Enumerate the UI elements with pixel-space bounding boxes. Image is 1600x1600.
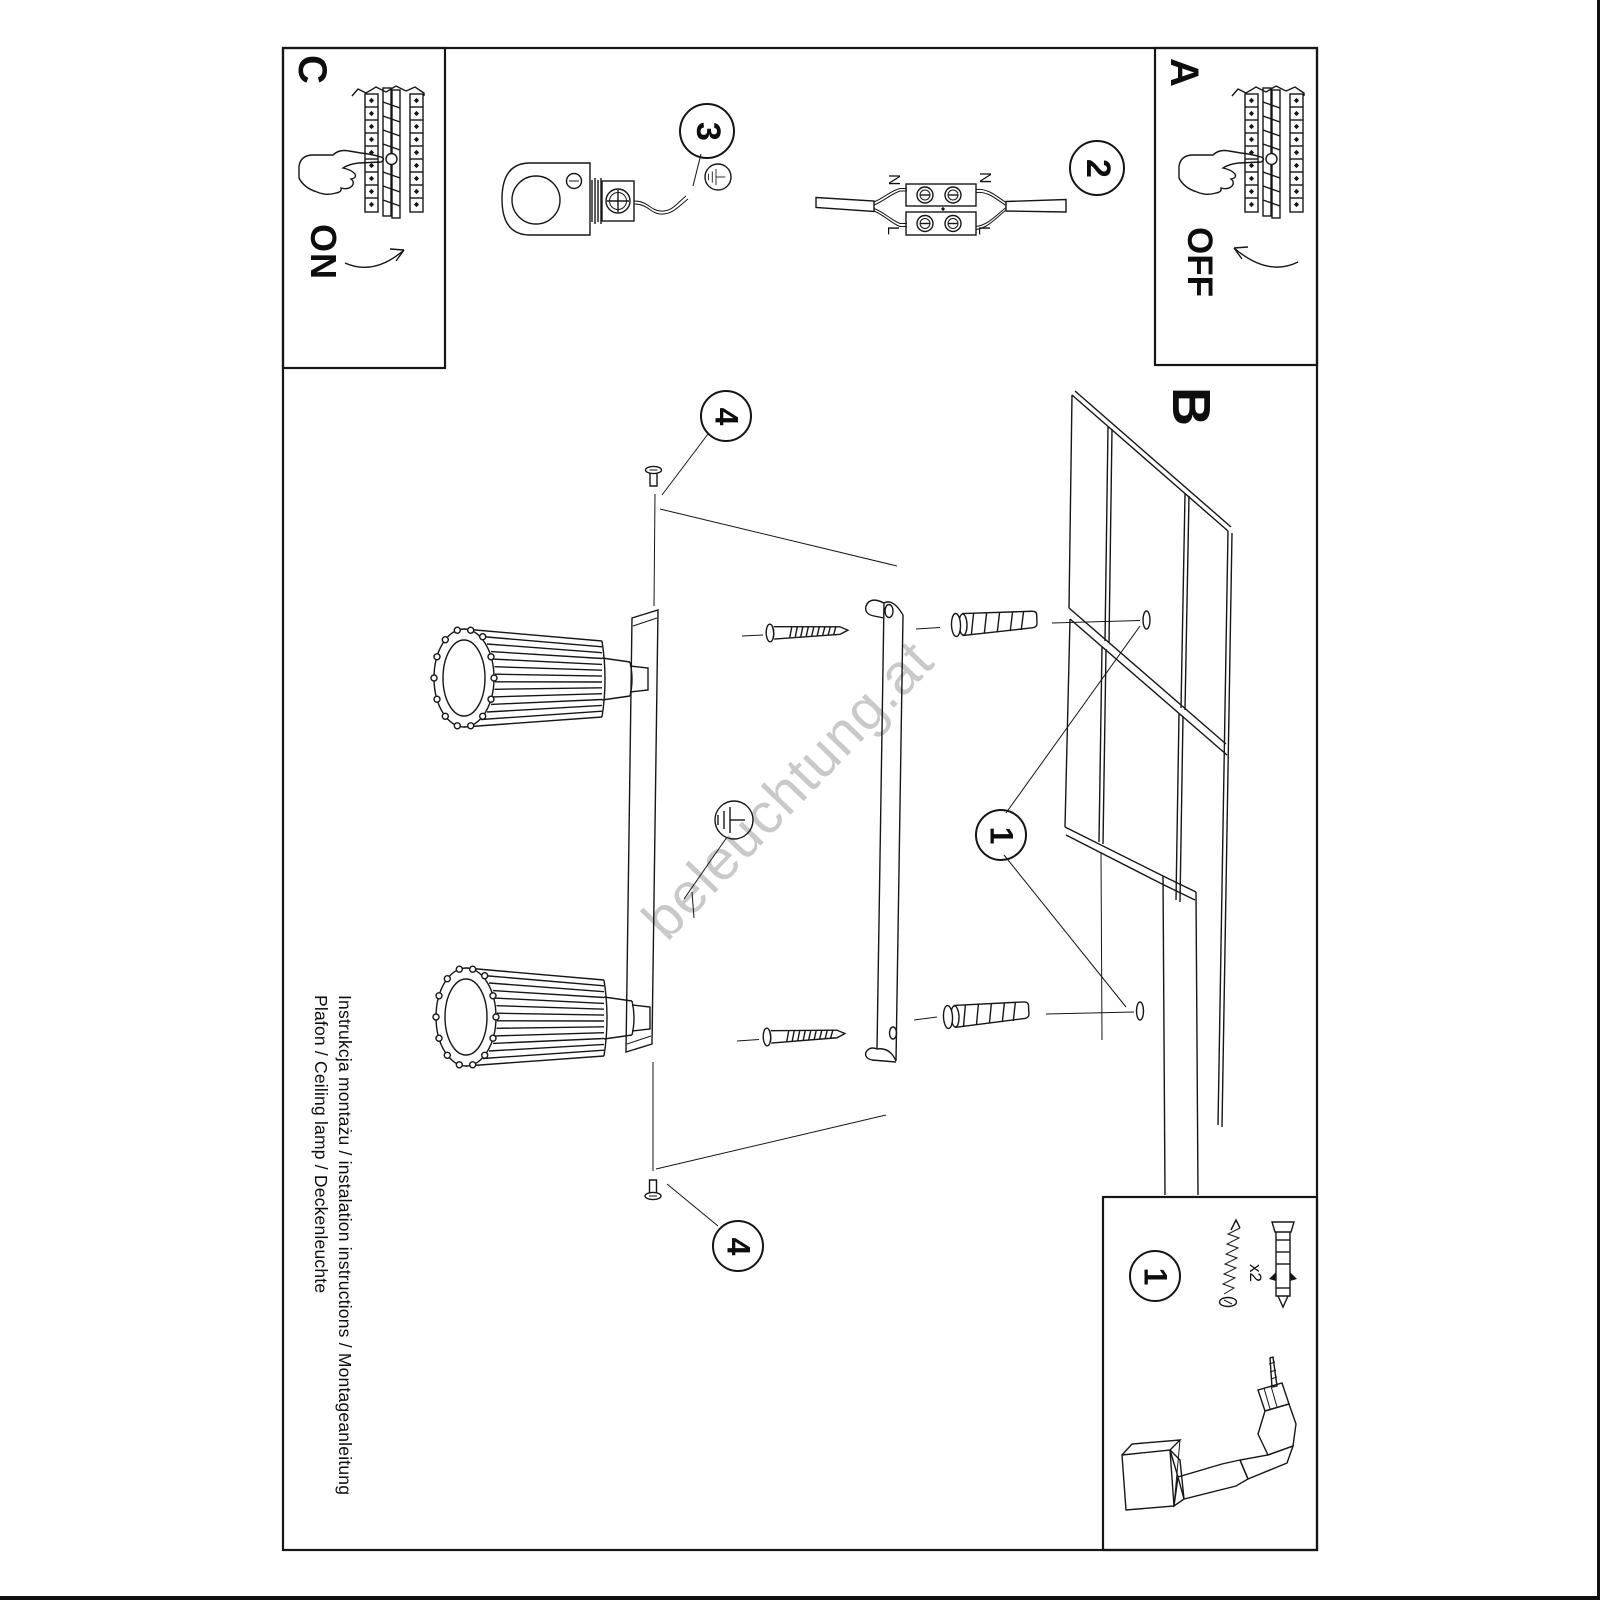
on-label: ON [303, 224, 344, 280]
watermark: beleuchtung.at [630, 628, 946, 952]
lamp-base-illustration [431, 610, 753, 1068]
section-a-frame [1155, 48, 1317, 365]
connector-label-n-right: N [976, 172, 993, 184]
page-frame [283, 48, 1317, 1550]
mounting-bracket-illustration [866, 600, 903, 1062]
parts-quantity-label: x2 [1246, 1264, 1265, 1282]
screw-bottom [763, 1025, 845, 1045]
wire-connector-illustration [816, 184, 1066, 235]
drill-icon [1122, 1357, 1296, 1510]
kit-wall-plug [1269, 1222, 1297, 1307]
badge-1-leaders [1004, 626, 1140, 1007]
ceiling-hole-top [1143, 611, 1150, 629]
step-badge-1-main: 1 [975, 809, 1027, 861]
cover-screws [645, 434, 897, 1226]
off-label: OFF [1180, 227, 1219, 297]
ceiling-hole-bottom [1137, 1002, 1144, 1020]
shade-top [431, 627, 648, 729]
screw-top [766, 622, 848, 642]
fixing-row-bottom [737, 1001, 1134, 1046]
step-badge-2: 2 [1069, 140, 1125, 196]
badge-3-leader [693, 154, 701, 186]
badge-4-top-leader [662, 434, 708, 495]
arrow-on-icon [345, 250, 404, 267]
section-label-c: C [290, 55, 334, 84]
caption-product: Plafon / Ceiling lamp / Deckenleuchte [311, 995, 331, 1294]
section-label-b: B [1161, 387, 1221, 426]
shade-bottom [433, 966, 650, 1068]
connector-label-n-left: N [885, 174, 902, 186]
step-badge-1-parts: 1 [1129, 1250, 1181, 1302]
caption-instructions: Instrukcja montażu / instalation instructions / Montageanleitung [335, 995, 355, 1496]
parts-box-frame [1103, 1197, 1317, 1550]
cover-screw-top [646, 466, 662, 486]
section-label-a: A [1162, 58, 1206, 87]
arrow-off-icon [1234, 248, 1298, 267]
connector-label-l-left: L [884, 226, 901, 235]
fixing-row-top [742, 611, 1140, 642]
wall-plug-bottom [943, 1001, 1030, 1028]
step-badge-3: 3 [679, 103, 735, 159]
step-badge-4-top: 4 [700, 390, 752, 442]
ceiling-illustration [1065, 391, 1232, 1195]
step-badge-4-bottom: 4 [712, 1220, 764, 1272]
cover-screw-bottom [645, 1180, 661, 1200]
connector-label-l-right: L [975, 226, 992, 235]
badge-4-bottom-leader [667, 1184, 718, 1226]
kit-screw [1223, 1228, 1240, 1294]
section-c-frame [283, 48, 445, 368]
wall-plug-top [951, 611, 1037, 637]
lamp-holder-illustration [502, 154, 731, 235]
